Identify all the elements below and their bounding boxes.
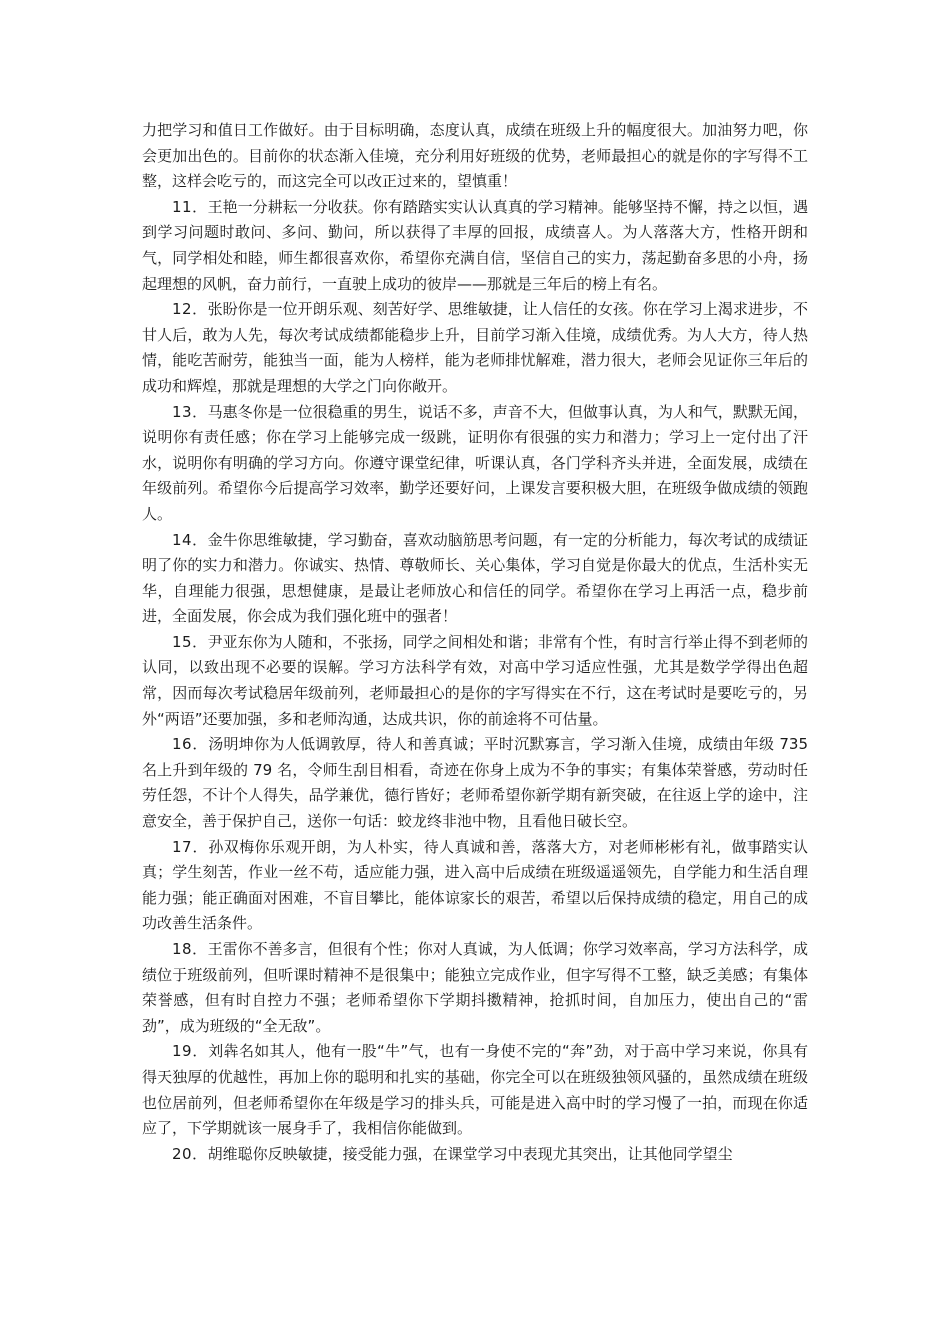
- paragraph-14: [142, 528, 808, 630]
- paragraph-text: 胡维聪你反映敏捷，接受能力强，在课堂学习中表现尤其突出，让其他同学望尘: [207, 1144, 733, 1163]
- paragraph-text: 刘犇名如其人，他有一股“牛”气，也有一身使不完的“奔”劲，对于高中学习来说，你具有得天独厚的优越性，再加上你的聪明和扎实的基础，你完全可以在班级独领风骚的，虽然成绩在班级也位居前列，但老师希望你在年级是学习的排头兵，可能是进入高中时的学习慢了一拍，而现在你适应了，下学期就该一展身手了，我相信你能做到。: [142, 1042, 809, 1138]
- paragraph-10-continuation: [142, 118, 808, 195]
- paragraph-12: [142, 297, 808, 399]
- paragraph-number: 13．: [172, 402, 208, 421]
- paragraph-18: [142, 937, 808, 1039]
- paragraph-13: [142, 400, 808, 528]
- paragraph-number: 15．: [172, 632, 208, 651]
- paragraph-20: [142, 1142, 808, 1168]
- paragraph-text: 力把学习和值日工作做好。由于目标明确，态度认真，成绩在班级上升的幅度很大。加油努力吧，你会更加出色的。目前你的状态渐入佳境，充分利用好班级的优势，老师最担心的就是你的字写得不工整，这样会吃亏的，而这完全可以改正过来的，望慎重！: [142, 121, 808, 191]
- paragraph-text: 王艳一分耕耘一分收获。你有踏踏实实认认真真的学习精神。能够坚持不懈，持之以恒，遇到学习问题时敢问、多问、勤问，所以获得了丰厚的回报，成绩喜人。为人落落大方，性格开朗和气，同学相处和睦，师生都很喜欢你，希望你充满自信，坚信自己的实力，荡起勤奋多思的小舟，扬起理想的风帆，奋力前行，一直驶上成功的彼岸——那就是三年后的榜上有名。: [142, 197, 808, 293]
- paragraph-number: 18．: [172, 940, 208, 958]
- paragraph-15: [142, 630, 808, 732]
- paragraph-text: 金牛你思维敏捷，学习勤奋，喜欢动脑筋思考问题，有一定的分析能力，每次考试的成绩证明了你的实力和潜力。你诚实、热情、尊敬师长、关心集体，学习自觉是你最大的优点，生活朴实无华，自理能力很强，思想健康，是最让老师放心和信任的同学。希望你在学习上再活一点，稳步前进，全面发展，你会成为我们强化班中的强者！: [142, 530, 808, 626]
- paragraph-text: 汤明坤你为人低调敦厚，待人和善真诚；平时沉默寡言，学习渐入佳境，成绩由年级 735 名上升到年级的 79 名，令师生刮目相看，奇迹在你身上成为不争的事实；有集体荣誉感，劳动时任劳任怨，不计个人得失，品学兼优，德行皆好；老师希望你新学期有新突破，在往返上学的途中，注意安全，善于保护自己，送你一句话：蛟龙终非池中物，且看他日破长空。: [142, 735, 808, 831]
- paragraph-number: 19．: [172, 1042, 209, 1061]
- paragraph-text: 马惠冬你是一位很稳重的男生，说话不多，声音不大，但做事认真，为人和气，默默无闻，说明你有责任感；你在学习上能够完成一级跳，证明你有很强的实力和潜力；学习上一定付出了汗水，说明你有明确的学习方向。你遵守课堂纪律，听课认真，各门学科齐头并进，全面发展，成绩在年级前列。希望你今后提高学习效率，勤学还要好问，上课发言要积极大胆，在班级争做成绩的领跑人。: [142, 402, 808, 523]
- paragraph-number: 12．: [172, 300, 208, 319]
- paragraph-text: 张盼你是一位开朗乐观、刻苦好学、思维敏捷，让人信任的女孩。你在学习上渴求进步，不甘人后，敢为人先，每次考试成绩都能稳步上升，目前学习渐入佳境，成绩优秀。为人大方，待人热情，能吃苦耐劳，能独当一面，能为人榜样，能为老师排忧解难，潜力很大，老师会见证你三年后的成功和辉煌，那就是理想的大学之门向你敞开。: [142, 300, 808, 395]
- paragraph-number: 20．: [172, 1144, 208, 1163]
- paragraph-19: [142, 1039, 808, 1141]
- paragraph-16: [142, 732, 808, 834]
- paragraph-text: 尹亚东你为人随和，不张扬，同学之间相处和谐；非常有个性，有时言行举止得不到老师的认同，以致出现不必要的误解。学习方法科学有效，对高中学习适应性强，尤其是数学学得出色超常，因而每次考试稳居年级前列，老师最担心的是你的字写得实在不行，这在考试时是要吃亏的，另外“两语”还要加强，多和老师沟通，达成共识，你的前途将不可估量。: [142, 632, 808, 728]
- paragraph-text: 孙双梅你乐观开朗，为人朴实，待人真诚和善，落落大方，对老师彬彬有礼，做事踏实认真；学生刻苦，作业一丝不苟，适应能力强，进入高中后成绩在班级遥遥领先，自学能力和生活自理能力强；能正确面对困难，不盲目攀比，能体谅家长的艰苦，希望以后保持成绩的稳定，用自己的成功改善生活条件。: [142, 837, 808, 933]
- paragraph-number: 14．: [172, 530, 208, 549]
- paragraph-number: 11．: [172, 197, 208, 216]
- paragraph-number: 16．: [172, 735, 209, 754]
- paragraph-text: 王雷你不善多言，但很有个性；你对人真诚，为人低调；你学习效率高，学习方法科学，成绩位于班级前列，但听课时精神不是很集中；能独立完成作业，但字写得不工整，缺乏美感；有集体荣誉感，但有时自控力不强；老师希望你下学期抖擞精神，抢抓时间，自加压力，使出自己的“雷劲”，成为班级的“全无敌”。: [142, 940, 808, 1035]
- paragraph-11: [142, 195, 808, 297]
- paragraph-17: [142, 835, 808, 937]
- paragraph-number: 17．: [172, 837, 209, 856]
- document-page: [142, 118, 808, 1167]
